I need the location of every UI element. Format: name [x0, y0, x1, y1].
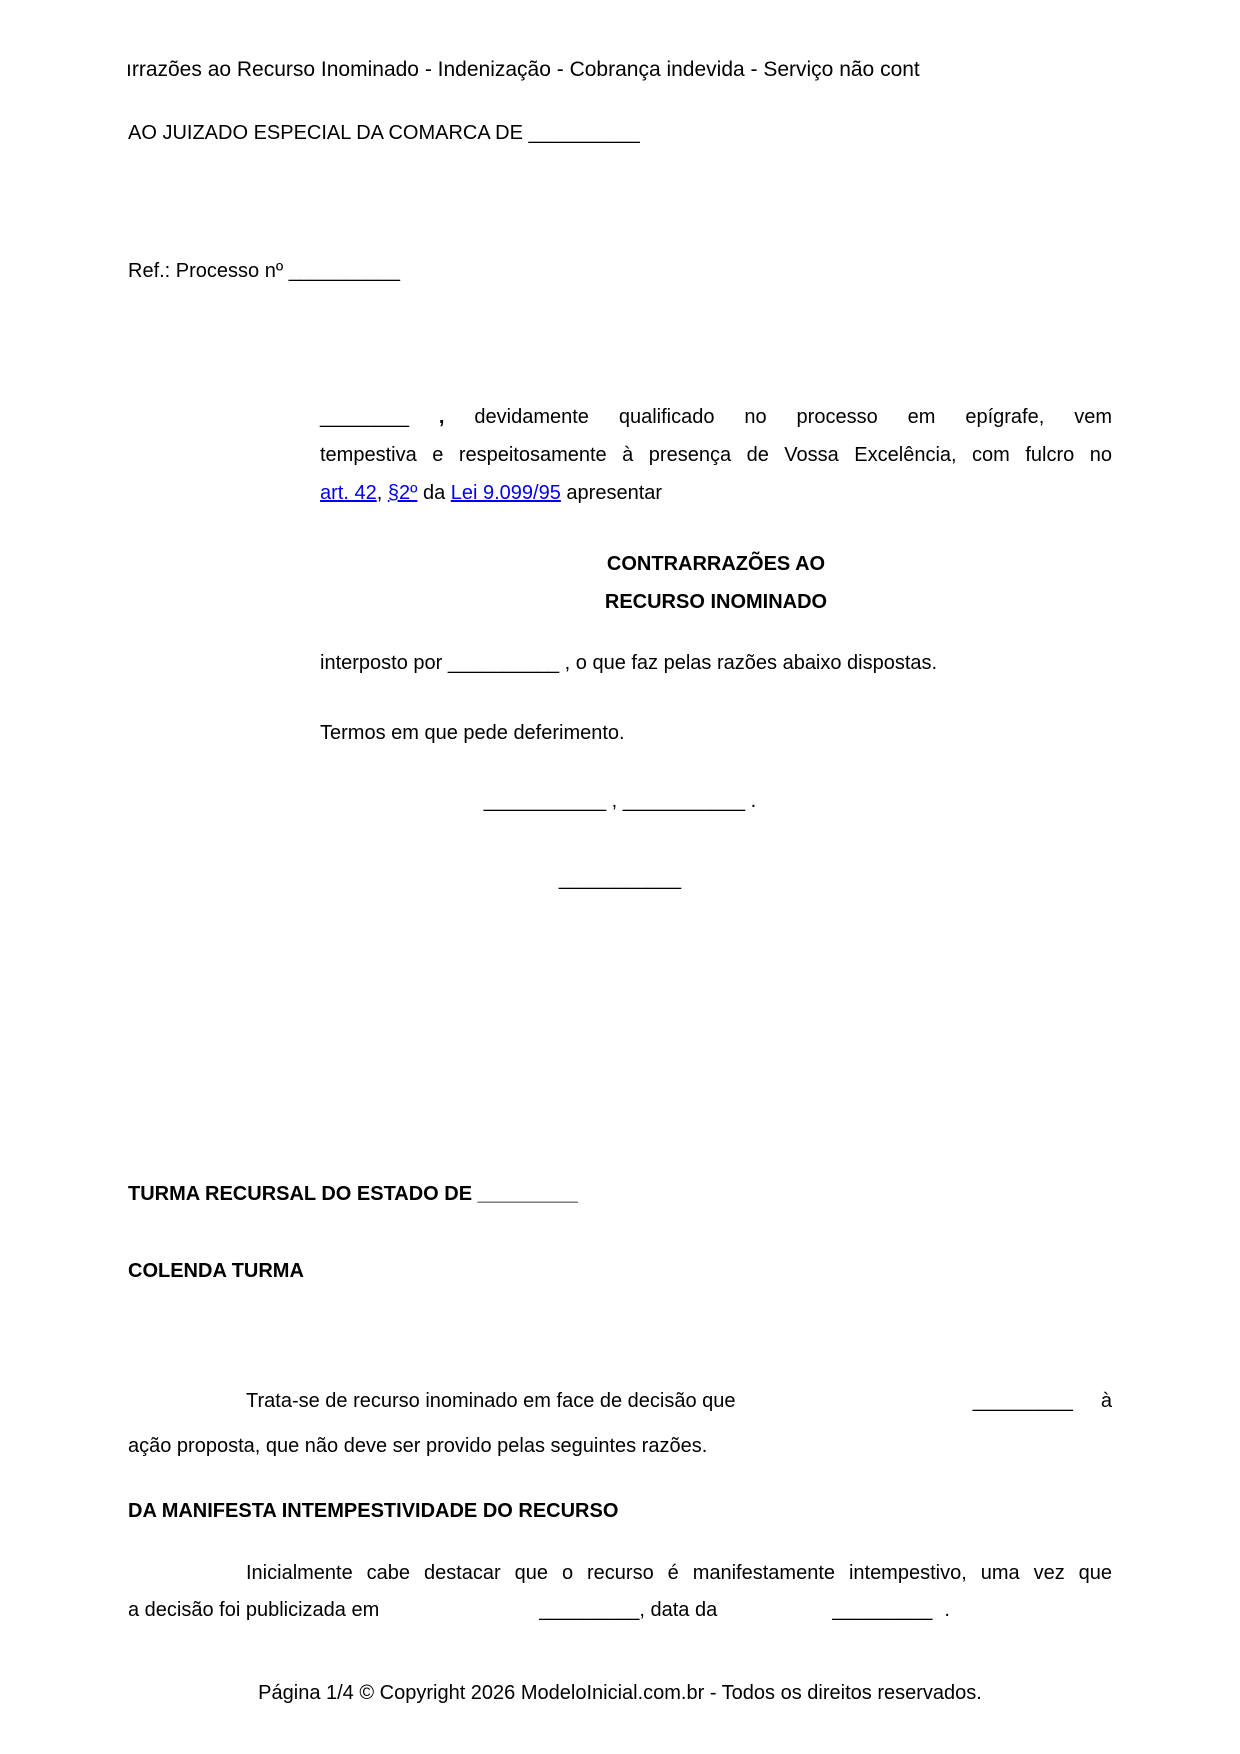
reference-line [128, 260, 400, 283]
reference-label: Ref.: Processo nº [128, 260, 284, 282]
data-blank-field: _________ [832, 1599, 933, 1621]
comarca-blank-field: __________ [528, 122, 640, 144]
publicacao-blank-field: _________ [539, 1599, 640, 1621]
signature-line [128, 868, 1112, 891]
party-name-blank-field: ________ [320, 406, 409, 428]
place-date-line: ___________ , ___________ . [483, 790, 757, 812]
recorrente-blank-field: __________ [447, 652, 560, 674]
document-title-line-2: RECURSO INOMINADO [604, 591, 828, 613]
place-blank-field: ___________ [483, 790, 607, 812]
process-number-blank-field: __________ [288, 260, 400, 282]
trata-se-line-2: ação proposta, que não deve ser provido pelas seguintes razões. [128, 1435, 708, 1457]
intro-comma: , [408, 406, 475, 428]
intro-line-2: tempestiva e respeitosamente à presença de Vossa Excelência, com fulcro no [320, 444, 1112, 466]
link-art-42[interactable]: art. 42 [320, 482, 377, 504]
page-footer-copyright: Página 1/4 © Copyright 2026 ModeloInicial.com.br - Todos os direitos reservados. [258, 1682, 982, 1704]
intempestividade-line-1: Inicialmente cabe destacar que o recurso é manifestamente intempestivo, uma vez que [246, 1562, 1112, 1584]
colenda-turma-heading: COLENDA TURMA [128, 1260, 304, 1282]
decisao-blank-field: _________ [972, 1390, 1073, 1412]
trata-se-paragraph [128, 1390, 1112, 1458]
document-title-line-1: CONTRARRAZÕES AO [606, 553, 826, 575]
turma-recursal-line: TURMA RECURSAL DO ESTADO DE _________ [128, 1183, 578, 1205]
trata-se-line-1: Trata-se de recurso inominado em face de decisão que _________ à [246, 1390, 1112, 1412]
intro-line-1 [320, 398, 1112, 436]
document-title [320, 545, 1112, 621]
intro-line-3: art. 42, §2º da Lei 9.099/95 apresentar [320, 482, 663, 504]
interposto-line: interposto por __________ , o que faz pelas razões abaixo dispostas. [320, 652, 938, 674]
date-blank-field: ___________ [622, 790, 746, 812]
termos-line: Termos em que pede deferimento. [320, 722, 625, 744]
link-paragrafo-2[interactable]: §2º [387, 482, 418, 504]
intro-line1-text: devidamente qualificado no processo em epígrafe, vem [474, 406, 1112, 428]
intempestividade-line-2: a decisão foi publicizada em _________ , data da _________ . [128, 1599, 950, 1621]
intempestividade-paragraph [128, 1562, 1112, 1622]
signature-blank-field: ___________ [558, 868, 682, 890]
addressee-label: AO JUIZADO ESPECIAL DA COMARCA DE [128, 122, 523, 144]
addressee-line [128, 122, 640, 145]
section-heading-intempestividade: DA MANIFESTA INTEMPESTIVIDADE DO RECURSO [128, 1500, 619, 1522]
intro-paragraph [320, 398, 1112, 512]
estado-blank-field: _________ [477, 1183, 578, 1205]
document-header-title: ırrazões ao Recurso Inominado - Indenização - Cobrança indevida - Serviço não cont [126, 58, 920, 81]
link-lei-9099-95[interactable]: Lei 9.099/95 [450, 482, 561, 504]
